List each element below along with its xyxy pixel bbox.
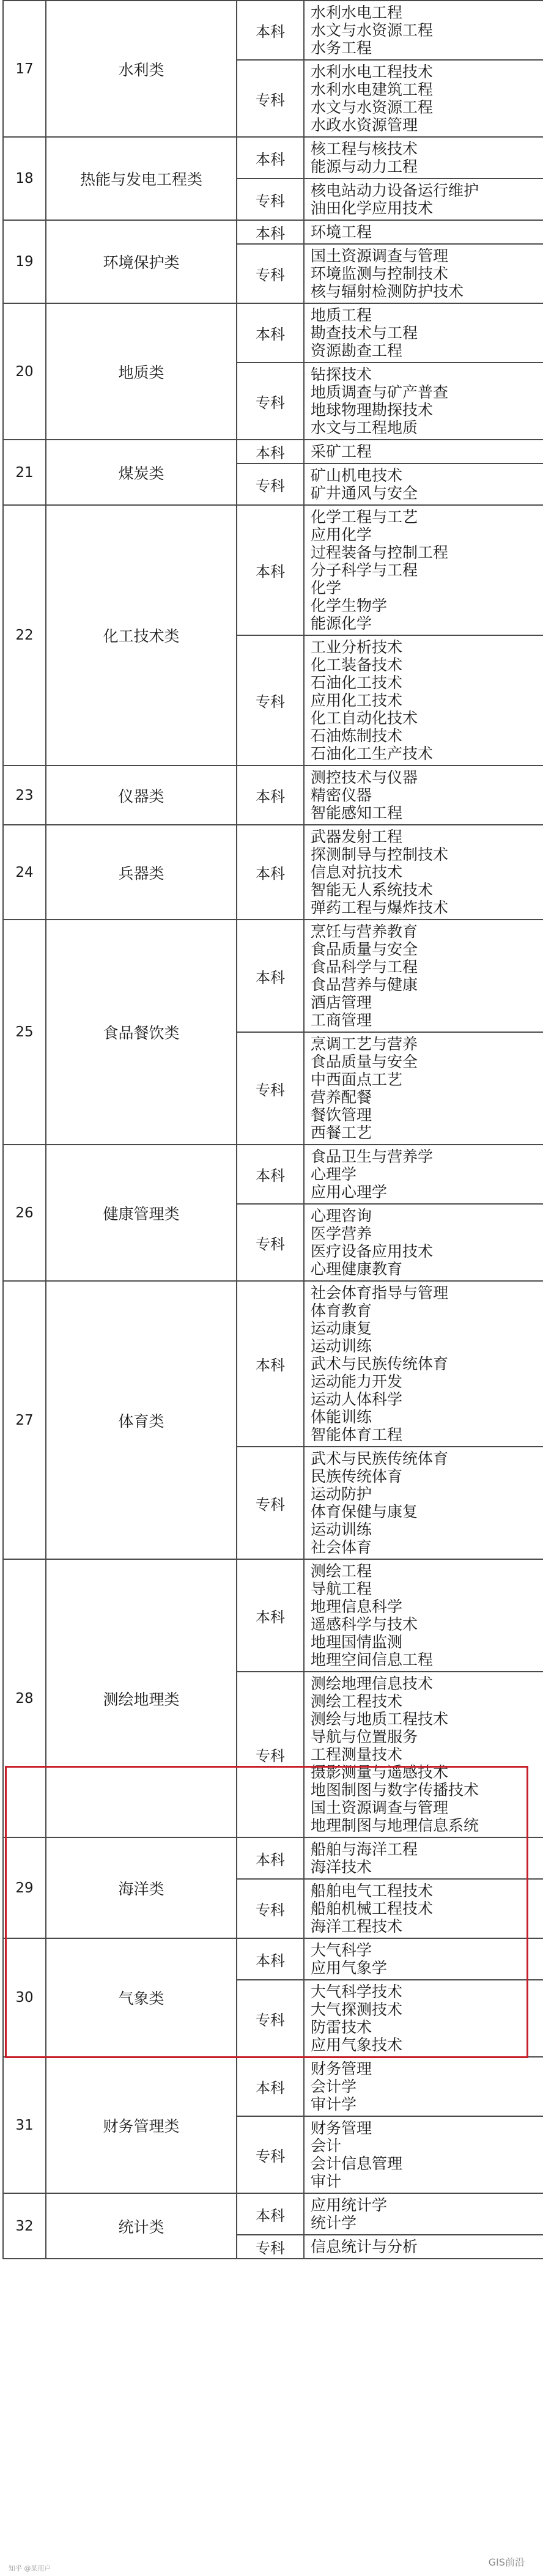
major-name: 化工自动化技术: [311, 709, 418, 727]
education-level: 本科: [237, 2193, 304, 2235]
education-level: 本科: [237, 766, 304, 825]
table-row: [3, 1281, 543, 1447]
major-name: 大气探测技术: [311, 2001, 403, 2018]
education-level: 专科: [237, 1204, 304, 1281]
education-level: 专科: [237, 1032, 304, 1145]
category-name: 测绘地理类: [46, 1559, 237, 1837]
major-name: 国土资源调查与管理: [311, 247, 449, 265]
major-name: 海洋工程技术: [311, 1917, 403, 1935]
row-number: 22: [3, 505, 46, 766]
major-name: 采矿工程: [311, 443, 372, 460]
major-name: 石油化工生产技术: [311, 745, 434, 762]
major-name: 中西面点工艺: [311, 1071, 403, 1088]
category-name: 煤炭类: [46, 440, 237, 505]
major-name: 测控技术与仪器: [311, 769, 418, 786]
major-list: [304, 2235, 543, 2259]
major-name: 弹药工程与爆炸技术: [311, 899, 449, 917]
major-list: [304, 1447, 543, 1559]
education-level: 本科: [237, 1837, 304, 1879]
major-list: [304, 825, 543, 920]
major-name: 武器发射工程: [311, 828, 403, 846]
major-name: 地图制图与数字传播技术: [311, 1781, 479, 1799]
major-name: 工业分析技术: [311, 638, 403, 656]
major-name: 水文与工程地质: [311, 419, 418, 437]
major-list: [304, 1559, 543, 1672]
table-row: [3, 1145, 543, 1204]
major-list: [304, 1281, 543, 1447]
major-name: 民族传统体育: [311, 1467, 403, 1485]
education-level: 专科: [237, 1447, 304, 1559]
major-name: 水利水电工程: [311, 4, 403, 21]
major-list: [304, 1980, 543, 2057]
major-list: [304, 2116, 543, 2193]
major-name: 食品卫生与营养学: [311, 1148, 434, 1165]
major-name: 工商管理: [311, 1011, 372, 1029]
major-name: 能源与动力工程: [311, 158, 418, 175]
category-name: 兵器类: [46, 825, 237, 920]
major-name: 心理健康教育: [311, 1260, 403, 1278]
education-level: 本科: [237, 1281, 304, 1447]
major-name: 运动训练: [311, 1521, 372, 1538]
major-name: 能源化学: [311, 614, 372, 632]
watermark-left: 知乎 @某用户: [9, 2564, 51, 2572]
major-list: [304, 137, 543, 179]
education-level: 专科: [237, 1980, 304, 2057]
row-number: 19: [3, 220, 46, 303]
major-name: 大气科学: [311, 1941, 372, 1959]
table-row: [3, 2057, 543, 2116]
major-name: 统计学: [311, 2214, 357, 2232]
major-name: 水文与水资源工程: [311, 21, 434, 39]
major-name: 应用化工技术: [311, 692, 403, 709]
major-name: 酒店管理: [311, 994, 372, 1011]
major-name: 地理空间信息工程: [311, 1651, 434, 1669]
row-number: 30: [3, 1938, 46, 2057]
major-name: 地质调查与矿产普查: [311, 383, 449, 401]
major-name: 应用气象学: [311, 1959, 388, 1977]
education-level: 专科: [237, 463, 304, 505]
major-name: 运动防护: [311, 1485, 372, 1503]
education-level: 本科: [237, 1145, 304, 1204]
major-name: 体育教育: [311, 1302, 372, 1319]
category-name: 体育类: [46, 1281, 237, 1559]
major-name: 烹饪与营养教育: [311, 923, 418, 940]
table-row: [3, 220, 543, 244]
major-name: 营养配餐: [311, 1088, 372, 1106]
major-name: 船舶电气工程技术: [311, 1882, 434, 1900]
major-name: 核工程与核技术: [311, 140, 418, 158]
major-list: [304, 1, 543, 60]
watermark-right: GIS前沿: [488, 2556, 525, 2568]
table-row: [3, 1559, 543, 1672]
major-name: 财务管理: [311, 2060, 372, 2078]
major-name: 餐饮管理: [311, 1106, 372, 1124]
major-name: 国土资源调查与管理: [311, 1799, 449, 1817]
education-level: 专科: [237, 179, 304, 220]
table-row: [3, 1, 543, 60]
row-number: 25: [3, 920, 46, 1145]
major-name: 勘查技术与工程: [311, 324, 418, 342]
major-name: 石油炼制技术: [311, 727, 403, 745]
row-number: 20: [3, 303, 46, 440]
category-name: 气象类: [46, 1938, 237, 2057]
row-number: 31: [3, 2057, 46, 2193]
education-level: 专科: [237, 2116, 304, 2193]
major-name: 心理学: [311, 1165, 357, 1183]
major-name: 水利水电建筑工程: [311, 81, 434, 98]
major-list: [304, 920, 543, 1032]
major-name: 心理咨询: [311, 1207, 372, 1225]
major-name: 会计学: [311, 2078, 357, 2095]
major-name: 智能感知工程: [311, 804, 403, 822]
category-name: 食品餐饮类: [46, 920, 237, 1145]
education-level: 专科: [237, 1672, 304, 1837]
major-list: [304, 1032, 543, 1145]
education-level: 本科: [237, 1, 304, 60]
major-name: 医学营养: [311, 1225, 372, 1242]
major-list: [304, 1938, 543, 1980]
major-name: 海洋技术: [311, 1858, 372, 1876]
education-level: 专科: [237, 244, 304, 303]
major-name: 核电站动力设备运行维护: [311, 182, 479, 199]
major-name: 过程装备与控制工程: [311, 544, 449, 561]
education-level: 本科: [237, 440, 304, 463]
major-name: 西餐工艺: [311, 1124, 372, 1142]
major-list: [304, 1879, 543, 1938]
major-name: 信息统计与分析: [311, 2238, 418, 2256]
major-name: 财务管理: [311, 2119, 372, 2137]
major-name: 智能无人系统技术: [311, 881, 434, 899]
major-name: 水利水电工程技术: [311, 63, 434, 81]
major-name: 化学: [311, 579, 342, 597]
major-name: 测绘工程: [311, 1562, 372, 1580]
row-number: 26: [3, 1145, 46, 1281]
education-level: 本科: [237, 920, 304, 1032]
row-number: 32: [3, 2193, 46, 2259]
major-name: 船舶机械工程技术: [311, 1900, 434, 1917]
major-name: 遥感科学与技术: [311, 1615, 418, 1633]
major-list: [304, 766, 543, 825]
major-name: 资源勘查工程: [311, 342, 403, 360]
major-name: 环境监测与控制技术: [311, 265, 449, 282]
major-name: 体能训练: [311, 1408, 372, 1426]
education-level: 本科: [237, 137, 304, 179]
major-name: 审计: [311, 2172, 342, 2190]
major-name: 矿井通风与安全: [311, 484, 418, 502]
major-name: 钻探技术: [311, 366, 372, 383]
category-name: 地质类: [46, 303, 237, 440]
category-name: 统计类: [46, 2193, 237, 2259]
major-name: 防雷技术: [311, 2018, 372, 2036]
row-number: 28: [3, 1559, 46, 1837]
major-name: 测绘工程技术: [311, 1692, 403, 1710]
category-name: 化工技术类: [46, 505, 237, 766]
table-row: [3, 825, 543, 920]
major-name: 医疗设备应用技术: [311, 1242, 434, 1260]
major-list: [304, 1837, 543, 1879]
table-row: [3, 137, 543, 179]
table-row: [3, 1938, 543, 1980]
major-name: 测绘地理信息技术: [311, 1675, 434, 1692]
major-list: [304, 2193, 543, 2235]
major-list: [304, 463, 543, 505]
major-name: 导航与位置服务: [311, 1728, 418, 1746]
education-level: 专科: [237, 1879, 304, 1938]
education-level: 本科: [237, 825, 304, 920]
major-name: 分子科学与工程: [311, 561, 418, 579]
major-name: 运动康复: [311, 1319, 372, 1337]
major-list: [304, 303, 543, 363]
major-name: 应用气象技术: [311, 2036, 403, 2054]
major-name: 审计学: [311, 2095, 357, 2113]
major-name: 社会体育: [311, 1538, 372, 1556]
major-list: [304, 635, 543, 766]
major-name: 石油化工技术: [311, 674, 403, 692]
major-list: [304, 505, 543, 635]
major-name: 应用化学: [311, 526, 372, 544]
major-name: 地理制图与地理信息系统: [311, 1817, 479, 1834]
major-name: 食品营养与健康: [311, 976, 418, 994]
major-name: 矿山机电技术: [311, 467, 403, 484]
major-name: 食品质量与安全: [311, 940, 418, 958]
major-name: 测绘与地质工程技术: [311, 1710, 449, 1728]
category-name: 财务管理类: [46, 2057, 237, 2193]
table-row: [3, 1837, 543, 1879]
table-row: [3, 2193, 543, 2235]
major-name: 地球物理勘探技术: [311, 401, 434, 419]
major-name: 应用心理学: [311, 1183, 388, 1201]
major-name: 导航工程: [311, 1580, 372, 1598]
category-name: 水利类: [46, 1, 237, 137]
category-name: 环境保护类: [46, 220, 237, 303]
major-name: 会计信息管理: [311, 2155, 403, 2172]
major-name: 武术与民族传统体育: [311, 1355, 449, 1373]
table-row: [3, 440, 543, 463]
table-row: [3, 303, 543, 363]
major-name: 武术与民族传统体育: [311, 1450, 449, 1467]
major-name: 烹调工艺与营养: [311, 1035, 418, 1053]
education-level: 专科: [237, 60, 304, 137]
major-name: 体育保健与康复: [311, 1503, 418, 1521]
education-level: 本科: [237, 1559, 304, 1672]
row-number: 24: [3, 825, 46, 920]
major-name: 油田化学应用技术: [311, 199, 434, 217]
category-name: 海洋类: [46, 1837, 237, 1938]
category-name: 仪器类: [46, 766, 237, 825]
category-name: 热能与发电工程类: [46, 137, 237, 220]
major-name: 工程测量技术: [311, 1746, 403, 1763]
education-level: 本科: [237, 2057, 304, 2116]
major-list: [304, 60, 543, 137]
major-name: 食品质量与安全: [311, 1053, 418, 1071]
major-name: 运动人体科学: [311, 1390, 403, 1408]
education-level: 本科: [237, 1938, 304, 1980]
majors-table: [2, 0, 543, 2259]
major-name: 水文与水资源工程: [311, 98, 434, 116]
row-number: 17: [3, 1, 46, 137]
major-name: 探测制导与控制技术: [311, 846, 449, 863]
category-name: 健康管理类: [46, 1145, 237, 1281]
major-list: [304, 1204, 543, 1281]
table-row: [3, 766, 543, 825]
major-list: [304, 2057, 543, 2116]
major-list: [304, 363, 543, 440]
major-name: 精密仪器: [311, 786, 372, 804]
row-number: 18: [3, 137, 46, 220]
major-list: [304, 244, 543, 303]
major-name: 会计: [311, 2137, 342, 2155]
major-name: 社会体育指导与管理: [311, 1284, 449, 1302]
education-level: 专科: [237, 635, 304, 766]
major-name: 大气科学技术: [311, 1983, 403, 2001]
education-level: 本科: [237, 505, 304, 635]
major-name: 化学工程与工艺: [311, 508, 418, 526]
major-name: 地理信息科学: [311, 1598, 403, 1615]
major-list: [304, 1672, 543, 1837]
major-name: 信息对抗技术: [311, 863, 403, 881]
major-name: 地理国情监测: [311, 1633, 403, 1651]
education-level: 专科: [237, 363, 304, 440]
table-row: [3, 505, 543, 635]
education-level: 本科: [237, 303, 304, 363]
major-name: 化学生物学: [311, 597, 388, 614]
education-level: 本科: [237, 220, 304, 244]
major-name: 摄影测量与遥感技术: [311, 1763, 449, 1781]
major-name: 化工装备技术: [311, 656, 403, 674]
major-name: 食品科学与工程: [311, 958, 418, 976]
major-list: [304, 179, 543, 220]
major-list: [304, 440, 543, 463]
major-name: 智能体育工程: [311, 1426, 403, 1444]
major-name: 应用统计学: [311, 2196, 388, 2214]
major-name: 船舶与海洋工程: [311, 1840, 418, 1858]
major-list: [304, 220, 543, 244]
major-list: [304, 1145, 543, 1204]
major-name: 地质工程: [311, 306, 372, 324]
major-name: 水务工程: [311, 39, 372, 57]
major-name: 运动训练: [311, 1337, 372, 1355]
major-name: 水政水资源管理: [311, 116, 418, 134]
row-number: 21: [3, 440, 46, 505]
row-number: 27: [3, 1281, 46, 1559]
table-row: [3, 920, 543, 1032]
major-name: 运动能力开发: [311, 1373, 403, 1390]
major-name: 环境工程: [311, 223, 372, 241]
education-level: 专科: [237, 2235, 304, 2259]
majors-table-body: [3, 1, 543, 2259]
row-number: 29: [3, 1837, 46, 1938]
major-name: 核与辐射检测防护技术: [311, 282, 464, 300]
row-number: 23: [3, 766, 46, 825]
